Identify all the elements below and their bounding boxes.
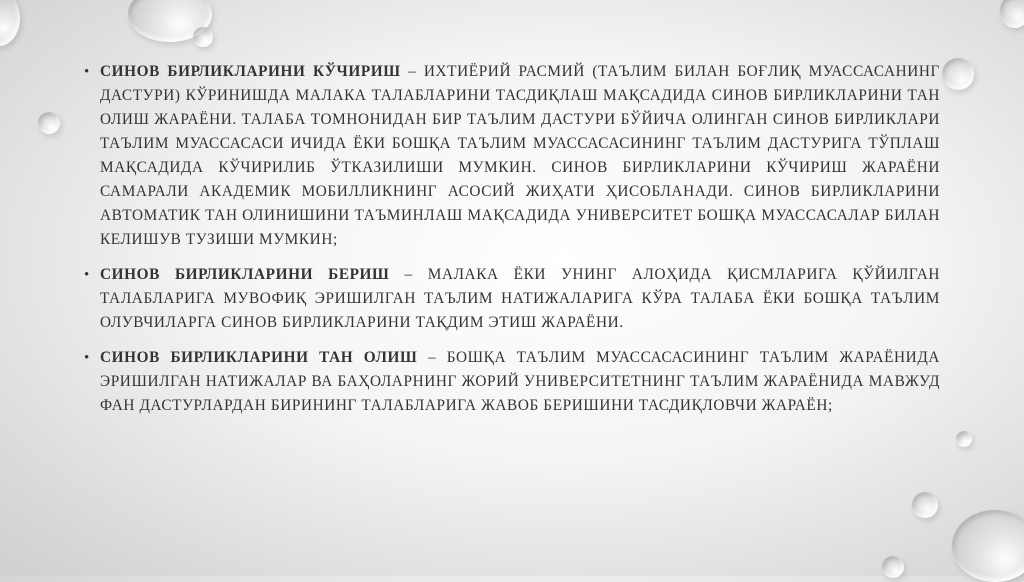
definition-text: – БОШҚА ТАЪЛИМ МУАССАСАСИНИНГ ТАЪЛИМ ЖАРАЁНИДА ЭРИШИЛГАН НАТИЖАЛАР ВА БАҲОЛАРНИНГ ЖОРИЙ УНИВЕРСИТЕТНИНГ ТАЪЛИМ ЖАРАЁНИДА МАВЖУД ФАН ДАСТУРЛАРДАН БИРИНИНГ ТАЛАБЛАРИГА ЖАВОБ БЕРИШИНИ ТАСДИҚЛОВЧИ ЖАРАЁН; [100, 349, 941, 414]
water-drop-decoration [193, 27, 213, 47]
definition-term: СИНОВ БИРЛИКЛАРИНИ БЕРИШ [100, 266, 390, 283]
definition-text: – ИХТИЁРИЙ РАСМИЙ (ТАЪЛИМ БИЛАН БОҒЛИҚ МУАССАСАНИНГ ДАСТУРИ) КЎРИНИШДА МАЛАКА ТАЛАБЛАРИНИ ТАСДИҚЛАШ МАҚСАДИДА СИНОВ БИРЛИКЛАРИНИ ТАН ОЛИШ ЖАРАЁНИ. ТАЛАБА ТОМНОНИДАН БИР ТАЪЛИМ ДАСТУРИ БЎЙИЧА ОЛИНГАН СИНОВ БИРЛИКЛАРИ ТАЪЛИМ МУАССАСАСИ ИЧИДА ЁКИ БОШҚА ТАЪЛИМ МУАССАСАСИНИНГ ТАЪЛИМ ДАСТУРИГА ТЎПЛАШ МАҚСАДИДА КЎЧИРИЛИБ ЎТКАЗИЛИШИ МУМКИН. СИНОВ БИРЛИКЛАРИНИ КЎЧИРИШ ЖАРАЁНИ САМАРАЛИ АКАДЕМИК МОБИЛЛИКНИНГ АСОСИЙ ЖИҲАТИ ҲИСОБЛАНАДИ. СИНОВ БИРЛИКЛАРИНИ АВТОМАТИК ТАН ОЛИНИШИНИ ТАЪМИНЛАШ МАҚСАДИДА УНИВЕРСИТЕТ БОШҚА МУАССАСАЛАР БИЛАН КЕЛИШУВ ТУЗИШИ МУМКИН; [100, 63, 940, 248]
water-drop-decoration [912, 492, 938, 518]
definition-item-credit-recognition [84, 346, 940, 418]
bullet-icon: • [84, 350, 90, 366]
water-drop-decoration [942, 58, 974, 90]
water-drop-decoration [956, 431, 972, 447]
water-drop-decoration [952, 510, 1024, 582]
slide-body [84, 60, 940, 429]
bullet-icon: • [84, 267, 90, 283]
definition-item-credit-transfer [84, 60, 940, 252]
water-drop-decoration [0, 0, 20, 46]
definition-text: – МАЛАКА ЁКИ УНИНГ АЛОҲИДА ҚИСМЛАРИГА ҚЎЙИЛГАН ТАЛАБЛАРИГА МУВОФИҚ ЭРИШИЛГАН ТАЪЛИМ НАТИЖАЛАРИГА КЎРА ТАЛАБА ЁКИ БОШҚА ТАЪЛИМ ОЛУВЧИЛАРГА СИНОВ БИРЛИКЛАРИНИ ТАҚДИМ ЭТИШ ЖАРАЁНИ. [100, 266, 940, 331]
water-drop-decoration [38, 112, 60, 134]
definition-item-credit-award [84, 263, 940, 335]
water-drop-decoration [1000, 0, 1024, 28]
definition-term: СИНОВ БИРЛИКЛАРИНИ ТАН ОЛИШ [100, 349, 418, 366]
water-drop-decoration [882, 556, 904, 578]
bullet-icon: • [84, 64, 90, 80]
definition-term: СИНОВ БИРЛИКЛАРИНИ КЎЧИРИШ [100, 63, 401, 80]
